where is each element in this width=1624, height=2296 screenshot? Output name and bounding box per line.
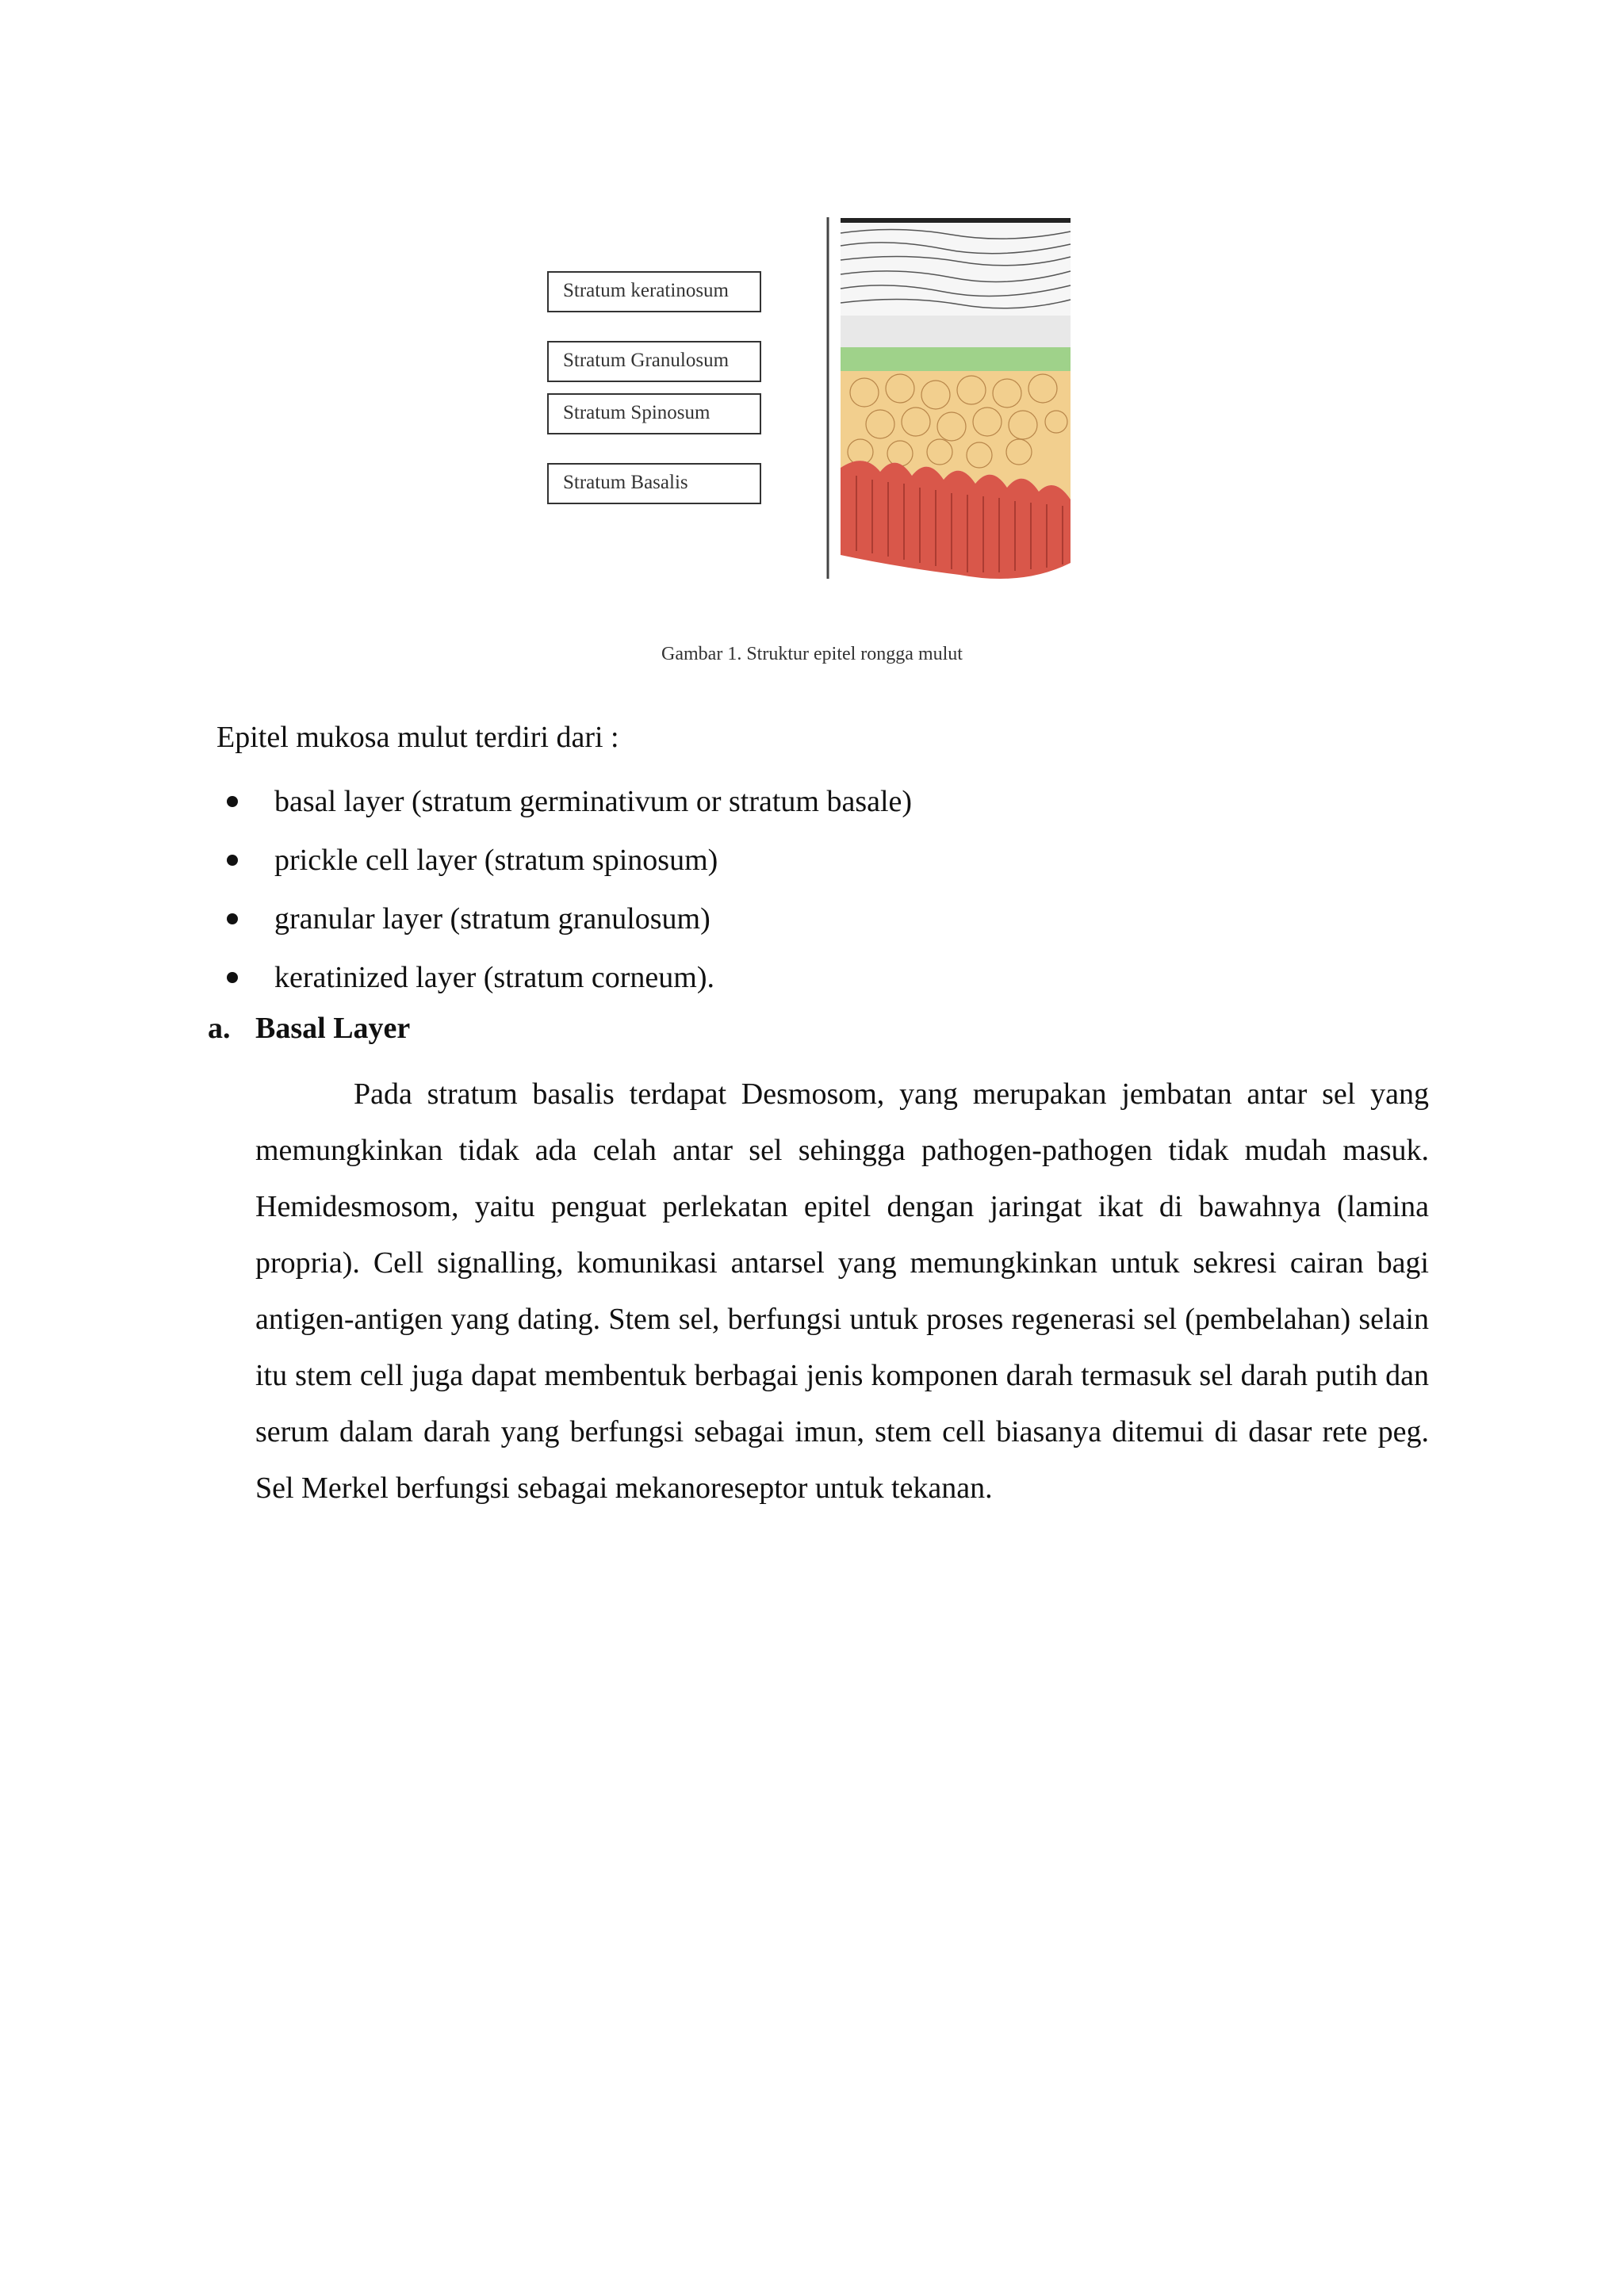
epithelium-figure [539, 214, 1094, 595]
label-stratum-keratinosum: Stratum keratinosum [547, 271, 761, 312]
granular-layer [841, 347, 1071, 371]
section-heading [208, 1011, 410, 1046]
basal-layer-paragraph: Pada stratum basalis terdapat Desmosom, yang merupakan jembatan antar sel yang memungkinkan tidak ada celah antar sel sehingga pathogen-pathogen tidak mudah masuk. Hemidesmosom, yaitu penguat perlekatan epitel dengan jaringat ikat di bawahnya (lamina propria). Cell signalling, komunikasi antarsel yang memungkinkan untuk sekresi cairan bagi antigen-antigen yang dating. Stem sel, berfungsi untuk proses regenerasi sel (pembelahan) selain itu stem cell juga dapat membentuk berbagai jenis komponen darah termasuk sel darah putih dan serum dalam darah yang berfungsi sebagai imun, stem cell biasanya ditemui di dasar rete peg. Sel Merkel berfungsi sebagai mekanoreseptor untuk tekanan. [255, 1077, 1429, 1505]
list-item: keratinized layer (stratum corneum). [222, 951, 912, 1010]
stippled-layer [841, 316, 1071, 347]
section-marker: a. [208, 1012, 231, 1045]
list-item: basal layer (stratum germinativum or stratum basale) [222, 775, 912, 834]
label-stratum-basalis: Stratum Basalis [547, 463, 761, 504]
bullet-icon [227, 855, 238, 866]
label-stratum-granulosum: Stratum Granulosum [547, 341, 761, 382]
bullet-icon [227, 913, 238, 924]
section-title: Basal Layer [255, 1012, 411, 1045]
bullet-icon [227, 972, 238, 983]
label-stratum-spinosum: Stratum Spinosum [547, 393, 761, 434]
list-item: granular layer (stratum granulosum) [222, 893, 912, 951]
bullet-icon [227, 796, 238, 807]
figure-caption: Gambar 1. Struktur epitel rongga mulut [661, 644, 963, 664]
list-item: prickle cell layer (stratum spinosum) [222, 834, 912, 893]
layer-list [222, 775, 912, 1010]
intro-text: Epitel mukosa mulut terdiri dari : [216, 721, 619, 754]
epithelium-illustration [825, 214, 1086, 587]
keratin-layer [841, 220, 1071, 316]
